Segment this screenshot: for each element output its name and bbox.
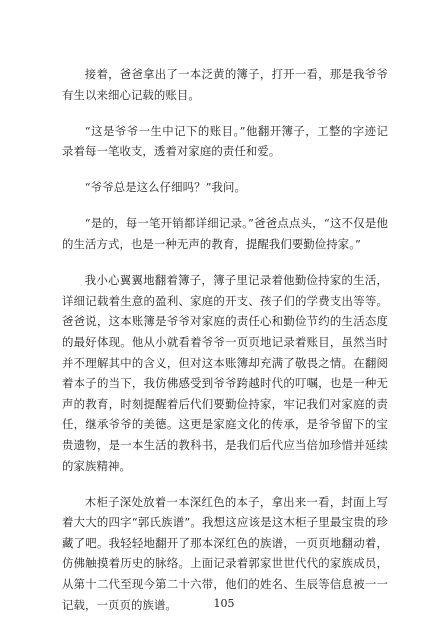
paragraph-1: 接着，爸爸拿出了一本泛黄的簿子，打开一看，那是我爷爷有生以来细心记载的账目。 xyxy=(62,67,388,102)
paragraph-4: “是的，每一笔开销都详细记录。”爸爸点点头，“这不仅是他的生活方式，也是一种无声的教育，提醒我们要勤俭持家。” xyxy=(62,216,388,252)
paragraph-5: 我小心翼翼地翻着簿子，簿子里记录着他勤俭持家的生活，详细记载着生意的盈利、家庭的开支、孩子们的学费支出等等。爸爸说，这本账簿是爷爷对家庭的责任心和勤俭节约的生活态度的最好体现。他从小就看着爷爷一页页地记录着账目，虽然当时并不理解其中的含义，但对这本账簿却充满了敬畏之情。在翻阅着本子的当下，我仿佛感受到爷爷跨越时代的叮嘱，也是一种无声的教育，时刻提醒着后代们要勤俭持家，牢记我们对家庭的责任，继承爷爷的美德。这更是家庭文化的传承，是爷爷留下的宝贵遗物，是一本生活的教科书，是我们后代应当倍加珍惜并延续的家族精神。 xyxy=(62,273,388,473)
page-number: 105 xyxy=(213,597,235,610)
paragraph-6: 木柜子深处放着一本深红色的本子，拿出来一看，封面上写着大大的四字“郭氏族谱”。我想这应该是这木柜子里最宝贵的珍藏了吧。我轻轻地翻开了那本深红色的族谱，一页页地翻动着，仿佛触摸着历史的脉络。上面记录着郭家世世代代的家族成员，从第十二代至现今第二十六带，他们的姓名、生辰等信息被一一记载，一页页的族谱。 xyxy=(62,494,388,612)
document-body xyxy=(62,64,388,615)
paragraph-3: “爷爷总是这么仔细吗？”我问。 xyxy=(84,180,247,195)
paragraph-2: “这是爷爷一生中记下的账目。”他翻开簿子，工整的字迹记录着每一笔收支，透着对家庭的责任和爱。 xyxy=(62,123,388,159)
